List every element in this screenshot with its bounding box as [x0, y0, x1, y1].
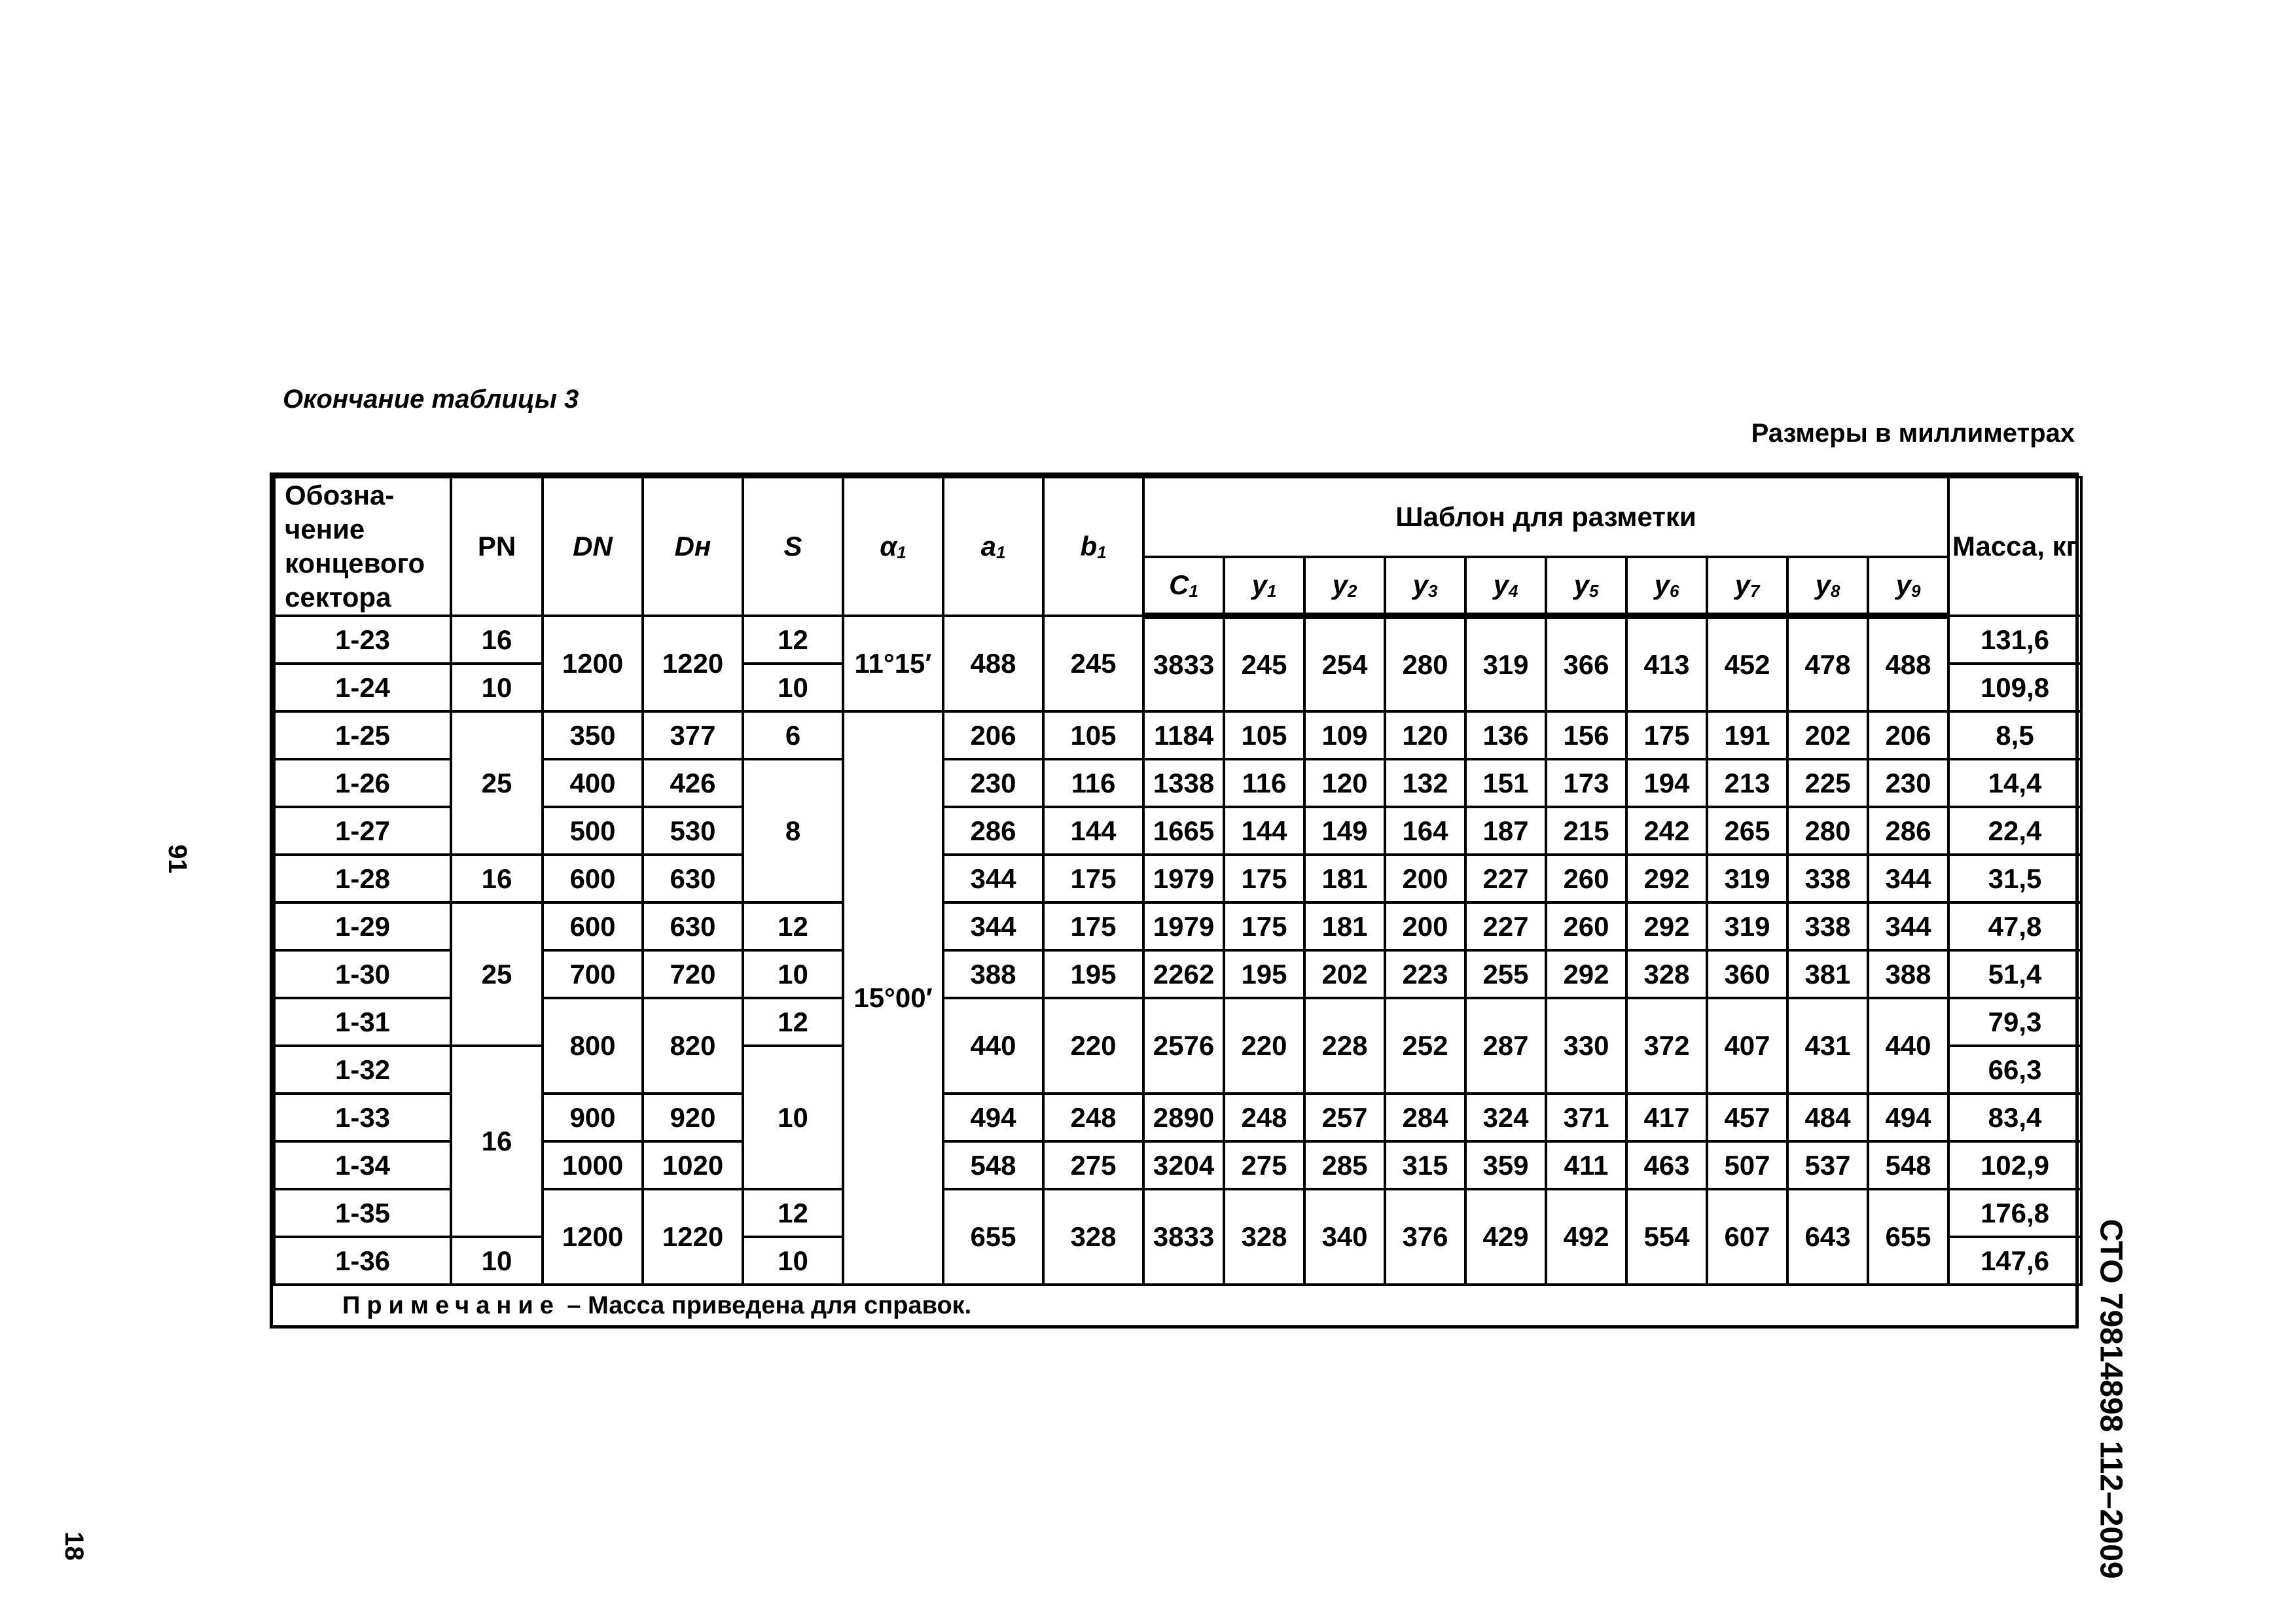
cell-y: 260	[1546, 902, 1626, 950]
cell-pn: 25	[451, 711, 543, 855]
table-row	[274, 1189, 2081, 1237]
cell-y: 366	[1546, 616, 1626, 711]
header-template-col: $C_1$	[1143, 557, 1224, 616]
cell-y: 136	[1465, 711, 1546, 759]
cell-y: 319	[1707, 855, 1787, 902]
cell-y: 252	[1385, 998, 1465, 1094]
cell-y: 213	[1707, 759, 1787, 807]
cell-mass: 8,5	[1948, 711, 2081, 759]
header-dn: DN	[543, 477, 643, 616]
cell-y: 215	[1546, 807, 1626, 855]
cell-dn: 350	[543, 711, 643, 759]
cell-designation: 1-36	[274, 1237, 451, 1285]
cell-pn: 10	[451, 664, 543, 711]
cell-b1: 245	[1043, 616, 1143, 711]
cell-y: 463	[1626, 1141, 1707, 1189]
cell-dn: 1200	[543, 616, 643, 711]
cell-y: 200	[1385, 902, 1465, 950]
cell-y: 315	[1385, 1141, 1465, 1189]
cell-mass: 83,4	[1948, 1094, 2081, 1141]
cell-c1: 3833	[1143, 616, 1224, 711]
cell-y: 164	[1385, 807, 1465, 855]
cell-mass: 176,8	[1948, 1189, 2081, 1237]
cell-y: 292	[1626, 902, 1707, 950]
cell-dh: 1020	[643, 1141, 743, 1189]
table-row	[274, 1094, 2081, 1141]
header-template-col: $y_6$	[1626, 557, 1707, 616]
cell-y: 292	[1546, 950, 1626, 998]
table-row	[274, 998, 2081, 1046]
cell-dh: 720	[643, 950, 743, 998]
cell-y: 376	[1385, 1189, 1465, 1285]
cell-b1: 116	[1043, 759, 1143, 807]
cell-dn: 1200	[543, 1189, 643, 1285]
cell-y: 245	[1224, 616, 1304, 711]
cell-mass: 79,3	[1948, 998, 2081, 1046]
cell-dn: 500	[543, 807, 643, 855]
header-template-col: $y_7$	[1707, 557, 1787, 616]
cell-dn: 700	[543, 950, 643, 998]
cell-s: 12	[743, 902, 843, 950]
cell-c1: 1665	[1143, 807, 1224, 855]
cell-designation: 1-31	[274, 998, 451, 1046]
cell-y: 144	[1224, 807, 1304, 855]
cell-y: 202	[1304, 950, 1385, 998]
header-a1: $a_1$	[943, 477, 1043, 616]
cell-y: 275	[1224, 1141, 1304, 1189]
cell-dn: 600	[543, 902, 643, 950]
cell-a1: 206	[943, 711, 1043, 759]
cell-y: 431	[1787, 998, 1868, 1094]
cell-y: 265	[1707, 807, 1787, 855]
cell-pn: 25	[451, 902, 543, 1046]
cell-designation: 1-26	[274, 759, 451, 807]
cell-designation: 1-24	[274, 664, 451, 711]
cell-dh: 920	[643, 1094, 743, 1141]
units-label: Размеры в миллиметрах	[1751, 419, 2075, 448]
cell-y: 328	[1224, 1189, 1304, 1285]
cell-y: 285	[1304, 1141, 1385, 1189]
cell-mass: 66,3	[1948, 1046, 2081, 1094]
cell-y: 411	[1546, 1141, 1626, 1189]
cell-b1: 328	[1043, 1189, 1143, 1285]
cell-designation: 1-32	[274, 1046, 451, 1094]
cell-y: 492	[1546, 1189, 1626, 1285]
cell-mass: 102,9	[1948, 1141, 2081, 1189]
cell-dn: 400	[543, 759, 643, 807]
cell-s: 12	[743, 998, 843, 1046]
cell-y: 488	[1868, 616, 1948, 711]
cell-c1: 1979	[1143, 855, 1224, 902]
cell-dh: 1220	[643, 616, 743, 711]
cell-s: 10	[743, 664, 843, 711]
cell-b1: 220	[1043, 998, 1143, 1094]
cell-alpha: 11°15′	[843, 616, 943, 711]
cell-y: 655	[1868, 1189, 1948, 1285]
cell-designation: 1-30	[274, 950, 451, 998]
cell-designation: 1-33	[274, 1094, 451, 1141]
cell-mass: 14,4	[1948, 759, 2081, 807]
cell-y: 187	[1465, 807, 1546, 855]
cell-y: 292	[1626, 855, 1707, 902]
cell-y: 206	[1868, 711, 1948, 759]
cell-y: 494	[1868, 1094, 1948, 1141]
cell-dh: 630	[643, 902, 743, 950]
cell-c1: 2262	[1143, 950, 1224, 998]
cell-dh: 820	[643, 998, 743, 1094]
cell-a1: 344	[943, 855, 1043, 902]
cell-y: 230	[1868, 759, 1948, 807]
cell-a1: 388	[943, 950, 1043, 998]
cell-dh: 530	[643, 807, 743, 855]
cell-mass: 51,4	[1948, 950, 2081, 998]
cell-y: 220	[1224, 998, 1304, 1094]
cell-y: 287	[1465, 998, 1546, 1094]
cell-y: 371	[1546, 1094, 1626, 1141]
header-template-col: $y_2$	[1304, 557, 1385, 616]
cell-y: 248	[1224, 1094, 1304, 1141]
cell-c1: 1338	[1143, 759, 1224, 807]
cell-y: 537	[1787, 1141, 1868, 1189]
page-number-bottom: 18	[59, 1531, 88, 1561]
cell-y: 359	[1465, 1141, 1546, 1189]
cell-y: 194	[1626, 759, 1707, 807]
cell-y: 132	[1385, 759, 1465, 807]
table-row	[274, 855, 2081, 902]
page-number-top: 91	[162, 844, 192, 874]
cell-y: 116	[1224, 759, 1304, 807]
cell-designation: 1-28	[274, 855, 451, 902]
cell-y: 191	[1707, 711, 1787, 759]
cell-s: 8	[743, 759, 843, 902]
cell-y: 149	[1304, 807, 1385, 855]
cell-pn: 10	[451, 1237, 543, 1285]
header-template: Шаблон для разметки	[1143, 477, 1948, 557]
cell-y: 413	[1626, 616, 1707, 711]
cell-a1: 488	[943, 616, 1043, 711]
cell-b1: 175	[1043, 902, 1143, 950]
cell-y: 227	[1465, 902, 1546, 950]
cell-dh: 630	[643, 855, 743, 902]
cell-y: 105	[1224, 711, 1304, 759]
table-row	[274, 616, 2081, 664]
cell-mass: 22,4	[1948, 807, 2081, 855]
cell-y: 319	[1707, 902, 1787, 950]
cell-y: 328	[1626, 950, 1707, 998]
cell-s: 12	[743, 616, 843, 664]
cell-y: 228	[1304, 998, 1385, 1094]
cell-designation: 1-25	[274, 711, 451, 759]
cell-y: 202	[1787, 711, 1868, 759]
table-row	[274, 711, 2081, 759]
cell-alpha: 15°00′	[843, 711, 943, 1285]
cell-dn: 1000	[543, 1141, 643, 1189]
cell-b1: 275	[1043, 1141, 1143, 1189]
cell-y: 324	[1465, 1094, 1546, 1141]
cell-mass: 147,6	[1948, 1237, 2081, 1285]
table-note: Примечание – Масса приведена для справок.	[342, 1291, 972, 1319]
cell-y: 181	[1304, 855, 1385, 902]
cell-y: 344	[1868, 902, 1948, 950]
cell-y: 452	[1707, 616, 1787, 711]
cell-pn: 16	[451, 855, 543, 902]
cell-y: 319	[1465, 616, 1546, 711]
cell-y: 478	[1787, 616, 1868, 711]
cell-dh: 1220	[643, 1189, 743, 1285]
cell-c1: 3833	[1143, 1189, 1224, 1285]
cell-y: 507	[1707, 1141, 1787, 1189]
cell-b1: 144	[1043, 807, 1143, 855]
cell-y: 151	[1465, 759, 1546, 807]
cell-s: 10	[743, 950, 843, 998]
header-designation: Обозна-чение концевого сектора	[274, 477, 451, 616]
table-row	[274, 950, 2081, 998]
cell-y: 284	[1385, 1094, 1465, 1141]
header-b1: $b_1$	[1043, 477, 1143, 616]
cell-dh: 426	[643, 759, 743, 807]
cell-y: 338	[1787, 902, 1868, 950]
cell-c1: 2890	[1143, 1094, 1224, 1141]
cell-mass: 47,8	[1948, 902, 2081, 950]
cell-y: 429	[1465, 1189, 1546, 1285]
cell-dn: 900	[543, 1094, 643, 1141]
cell-designation: 1-34	[274, 1141, 451, 1189]
cell-y: 554	[1626, 1189, 1707, 1285]
header-template-col: $y_5$	[1546, 557, 1626, 616]
cell-y: 242	[1626, 807, 1707, 855]
cell-designation: 1-27	[274, 807, 451, 855]
header-template-col: $y_9$	[1868, 557, 1948, 616]
cell-y: 338	[1787, 855, 1868, 902]
cell-s: 12	[743, 1189, 843, 1237]
cell-y: 120	[1304, 759, 1385, 807]
cell-designation: 1-23	[274, 616, 451, 664]
cell-pn: 16	[451, 616, 543, 664]
cell-b1: 175	[1043, 855, 1143, 902]
header-alpha: $\alpha_1$	[843, 477, 943, 616]
cell-y: 643	[1787, 1189, 1868, 1285]
cell-c1: 3204	[1143, 1141, 1224, 1189]
cell-y: 484	[1787, 1094, 1868, 1141]
cell-y: 109	[1304, 711, 1385, 759]
cell-c1: 1979	[1143, 902, 1224, 950]
cell-mass: 31,5	[1948, 855, 2081, 902]
table-caption: Окончание таблицы 3	[283, 385, 579, 414]
header-s: S	[743, 477, 843, 616]
cell-y: 340	[1304, 1189, 1385, 1285]
cell-mass: 109,8	[1948, 664, 2081, 711]
cell-y: 227	[1465, 855, 1546, 902]
cell-y: 280	[1385, 616, 1465, 711]
cell-y: 181	[1304, 902, 1385, 950]
cell-dn: 800	[543, 998, 643, 1094]
cell-y: 223	[1385, 950, 1465, 998]
cell-y: 156	[1546, 711, 1626, 759]
table-row	[274, 807, 2081, 855]
cell-y: 257	[1304, 1094, 1385, 1141]
cell-y: 607	[1707, 1189, 1787, 1285]
cell-y: 407	[1707, 998, 1787, 1094]
cell-b1: 248	[1043, 1094, 1143, 1141]
cell-b1: 105	[1043, 711, 1143, 759]
cell-a1: 494	[943, 1094, 1043, 1141]
header-pn: PN	[451, 477, 543, 616]
table-row	[274, 1141, 2081, 1189]
cell-y: 260	[1546, 855, 1626, 902]
cell-y: 344	[1868, 855, 1948, 902]
cell-y: 330	[1546, 998, 1626, 1094]
cell-c1: 2576	[1143, 998, 1224, 1094]
cell-mass: 131,6	[1948, 616, 2081, 664]
cell-dn: 600	[543, 855, 643, 902]
header-template-col: $y_8$	[1787, 557, 1868, 616]
cell-y: 175	[1224, 902, 1304, 950]
cell-designation: 1-35	[274, 1189, 451, 1237]
cell-y: 255	[1465, 950, 1546, 998]
cell-y: 548	[1868, 1141, 1948, 1189]
cell-y: 417	[1626, 1094, 1707, 1141]
cell-s: 6	[743, 711, 843, 759]
cell-y: 286	[1868, 807, 1948, 855]
cell-y: 457	[1707, 1094, 1787, 1141]
cell-y: 175	[1626, 711, 1707, 759]
cell-y: 225	[1787, 759, 1868, 807]
cell-y: 381	[1787, 950, 1868, 998]
dimensions-table	[270, 473, 2079, 1329]
cell-dh: 377	[643, 711, 743, 759]
cell-a1: 655	[943, 1189, 1043, 1285]
cell-a1: 440	[943, 998, 1043, 1094]
cell-y: 440	[1868, 998, 1948, 1094]
cell-y: 195	[1224, 950, 1304, 998]
cell-y: 372	[1626, 998, 1707, 1094]
cell-s: 10	[743, 1237, 843, 1285]
cell-s: 10	[743, 1046, 843, 1189]
cell-y: 254	[1304, 616, 1385, 711]
cell-y: 280	[1787, 807, 1868, 855]
cell-a1: 344	[943, 902, 1043, 950]
table-row	[274, 759, 2081, 807]
cell-a1: 286	[943, 807, 1043, 855]
cell-y: 173	[1546, 759, 1626, 807]
cell-y: 360	[1707, 950, 1787, 998]
cell-designation: 1-29	[274, 902, 451, 950]
cell-y: 120	[1385, 711, 1465, 759]
cell-y: 175	[1224, 855, 1304, 902]
table-row	[274, 902, 2081, 950]
cell-c1: 1184	[1143, 711, 1224, 759]
cell-b1: 195	[1043, 950, 1143, 998]
header-template-col: $y_1$	[1224, 557, 1304, 616]
cell-a1: 548	[943, 1141, 1043, 1189]
cell-a1: 230	[943, 759, 1043, 807]
cell-pn: 16	[451, 1046, 543, 1237]
header-dh: Dн	[643, 477, 743, 616]
header-template-col: $y_4$	[1465, 557, 1546, 616]
cell-y: 388	[1868, 950, 1948, 998]
header-mass: Масса, кг	[1948, 477, 2081, 616]
header-template-col: $y_3$	[1385, 557, 1465, 616]
standard-code: СТО 79814898 112–2009	[2093, 1219, 2128, 1579]
cell-y: 200	[1385, 855, 1465, 902]
